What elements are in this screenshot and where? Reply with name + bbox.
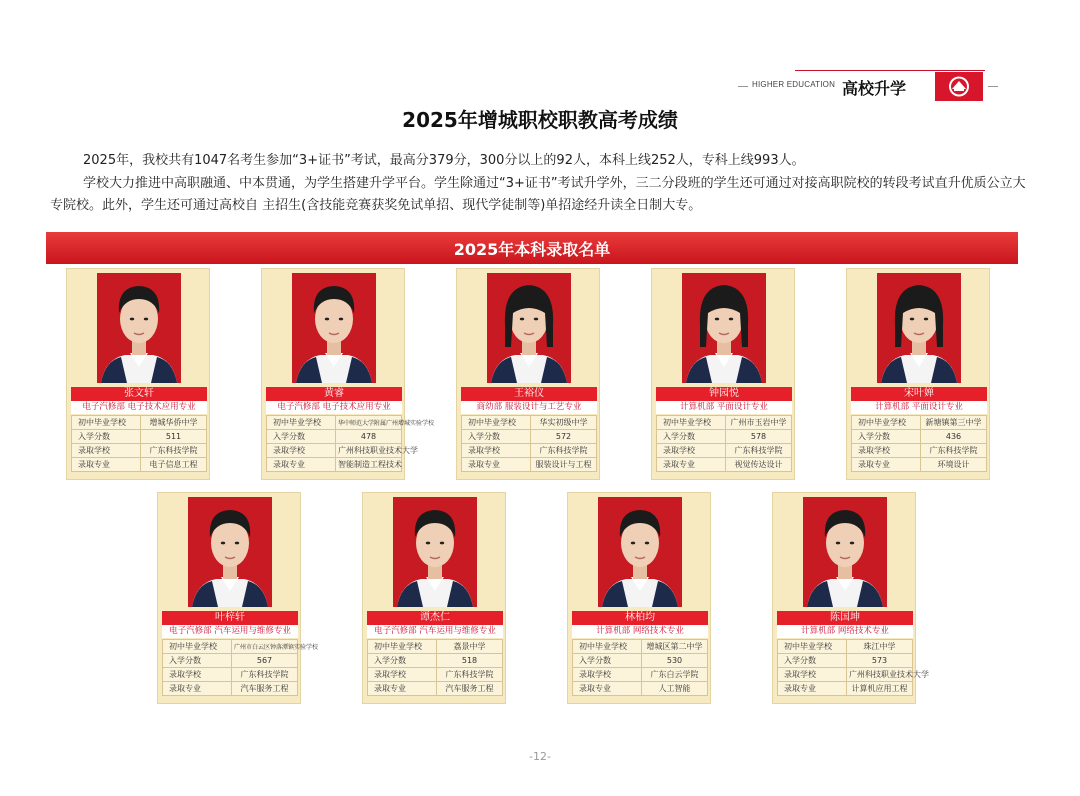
info-row-college	[657, 444, 792, 458]
student-info-table	[461, 415, 597, 472]
info-label-college: 录取学校	[368, 668, 437, 682]
info-label-college: 录取学校	[72, 444, 141, 458]
info-row-major	[778, 682, 913, 696]
info-value-score: 436	[921, 430, 987, 444]
student-info-table	[572, 639, 708, 696]
info-label-college: 录取学校	[573, 668, 642, 682]
info-value-college: 广东科技学院	[141, 444, 207, 458]
info-value-score: 573	[847, 654, 913, 668]
student-department: 计算机部 平面设计专业	[851, 401, 987, 414]
info-row-major	[267, 458, 402, 472]
info-label-major: 录取专业	[573, 682, 642, 696]
info-row-college	[573, 668, 708, 682]
info-row-major	[368, 682, 503, 696]
info-value-school: 广州市白云区钟落潭镇实验学校	[232, 640, 298, 654]
student-photo	[803, 497, 887, 607]
info-row-school	[368, 640, 503, 654]
info-value-college: 广东科技学院	[437, 668, 503, 682]
student-photo	[292, 273, 376, 383]
info-row-score	[368, 654, 503, 668]
info-row-school	[573, 640, 708, 654]
student-department: 电子汽修部 汽车运用与维修专业	[367, 625, 503, 638]
student-info-table	[656, 415, 792, 472]
info-row-school	[852, 416, 987, 430]
info-label-major: 录取专业	[657, 458, 726, 472]
info-value-college: 广东科技学院	[726, 444, 792, 458]
info-label-score: 入学分数	[573, 654, 642, 668]
student-card	[651, 268, 795, 480]
info-value-school: 珠江中学	[847, 640, 913, 654]
info-label-school: 初中毕业学校	[778, 640, 847, 654]
student-department: 电子汽修部 电子技术应用专业	[266, 401, 402, 414]
info-row-college	[368, 668, 503, 682]
info-row-major	[163, 682, 298, 696]
info-label-school: 初中毕业学校	[368, 640, 437, 654]
student-department: 计算机部 网络技术专业	[777, 625, 913, 638]
info-label-major: 录取专业	[267, 458, 336, 472]
info-row-school	[72, 416, 207, 430]
student-name: 钟园悦	[656, 387, 792, 401]
student-photo	[598, 497, 682, 607]
info-label-school: 初中毕业学校	[163, 640, 232, 654]
info-label-school: 初中毕业学校	[573, 640, 642, 654]
info-value-college: 广东科技学院	[232, 668, 298, 682]
info-row-major	[72, 458, 207, 472]
student-department: 计算机部 平面设计专业	[656, 401, 792, 414]
student-name: 陈国坤	[777, 611, 913, 625]
student-department: 计算机部 网络技术专业	[572, 625, 708, 638]
info-label-score: 入学分数	[72, 430, 141, 444]
info-value-score: 518	[437, 654, 503, 668]
info-row-college	[72, 444, 207, 458]
student-name: 黄睿	[266, 387, 402, 401]
student-department: 商幼部 服装设计与工艺专业	[461, 401, 597, 414]
header-rule-right	[988, 86, 998, 87]
student-department: 电子汽修部 电子技术应用专业	[71, 401, 207, 414]
info-label-school: 初中毕业学校	[852, 416, 921, 430]
info-row-score	[778, 654, 913, 668]
info-row-score	[462, 430, 597, 444]
info-value-school: 华实初级中学	[531, 416, 597, 430]
info-row-school	[657, 416, 792, 430]
info-value-score: 578	[726, 430, 792, 444]
info-value-score: 530	[642, 654, 708, 668]
student-department: 电子汽修部 汽车运用与维修专业	[162, 625, 298, 638]
school-emblem-icon	[935, 72, 983, 101]
student-photo	[393, 497, 477, 607]
student-name: 谭杰仁	[367, 611, 503, 625]
info-label-college: 录取学校	[852, 444, 921, 458]
student-card	[157, 492, 319, 704]
info-row-college	[778, 668, 913, 682]
student-photo	[97, 273, 181, 383]
student-name: 张文轩	[71, 387, 207, 401]
info-row-school	[267, 416, 402, 430]
student-name: 叶梓轩	[162, 611, 298, 625]
page-title: 2025年增城职校职教高考成绩	[402, 108, 678, 132]
info-value-major: 智能制造工程技术	[336, 458, 402, 472]
info-row-college	[163, 668, 298, 682]
info-value-score: 567	[232, 654, 298, 668]
info-value-score: 511	[141, 430, 207, 444]
info-value-school: 广州市玉岩中学	[726, 416, 792, 430]
info-label-school: 初中毕业学校	[72, 416, 141, 430]
info-label-major: 录取专业	[72, 458, 141, 472]
student-info-table	[162, 639, 319, 696]
info-value-major: 汽车服务工程	[437, 682, 503, 696]
info-row-major	[462, 458, 597, 472]
info-label-score: 入学分数	[778, 654, 847, 668]
info-label-score: 入学分数	[163, 654, 232, 668]
info-row-school	[462, 416, 597, 430]
student-info-table	[851, 415, 987, 472]
intro-paragraph-2: 学校大力推进中高职融通、中本贯通，为学生搭建升学平台。学生除通过“3+证书”考试升学外，三二分段班的学生还可通过对接高职院校的转段考试直升优质公立大专院校。此外，学生还可通过高校自 主招生(含技能竞赛获奖免试单招、现代学徒制等)单招途经升读全日制大专。	[50, 176, 1026, 213]
info-label-college: 录取学校	[267, 444, 336, 458]
info-value-college: 广州科技职业技术大学	[847, 668, 913, 682]
student-name: 王裕仪	[461, 387, 597, 401]
info-label-college: 录取学校	[657, 444, 726, 458]
header-rule-left	[738, 86, 748, 87]
student-card	[362, 492, 506, 704]
info-row-school	[163, 640, 298, 654]
info-value-major: 人工智能	[642, 682, 708, 696]
student-info-table	[777, 639, 929, 696]
info-value-school: 荔景中学	[437, 640, 503, 654]
student-card	[567, 492, 711, 704]
info-label-school: 初中毕业学校	[267, 416, 336, 430]
info-value-major: 环境设计	[921, 458, 987, 472]
info-value-major: 电子信息工程	[141, 458, 207, 472]
info-value-college: 广东白云学院	[642, 668, 708, 682]
info-row-college	[267, 444, 402, 458]
info-label-college: 录取学校	[163, 668, 232, 682]
student-card	[261, 268, 435, 480]
info-label-major: 录取专业	[163, 682, 232, 696]
student-card	[66, 268, 210, 480]
info-row-score	[72, 430, 207, 444]
student-info-table	[266, 415, 435, 472]
info-row-college	[852, 444, 987, 458]
student-name: 林柏均	[572, 611, 708, 625]
student-info-table	[367, 639, 503, 696]
info-label-major: 录取专业	[852, 458, 921, 472]
info-value-score: 478	[336, 430, 402, 444]
info-label-score: 入学分数	[462, 430, 531, 444]
header-section-title: 高校升学	[842, 79, 907, 98]
info-row-major	[657, 458, 792, 472]
info-row-score	[163, 654, 298, 668]
info-value-major: 视觉传达设计	[726, 458, 792, 472]
info-value-college: 广州科技职业技术大学	[336, 444, 402, 458]
info-value-school: 新塘镇第三中学	[921, 416, 987, 430]
info-row-score	[267, 430, 402, 444]
info-row-college	[462, 444, 597, 458]
info-label-school: 初中毕业学校	[657, 416, 726, 430]
info-row-score	[573, 654, 708, 668]
student-card	[456, 268, 600, 480]
info-label-major: 录取专业	[778, 682, 847, 696]
banner-title: 2025年本科录取名单	[453, 240, 611, 259]
info-row-major	[852, 458, 987, 472]
student-info-table	[71, 415, 207, 472]
student-card	[772, 492, 929, 704]
info-row-score	[852, 430, 987, 444]
info-label-major: 录取专业	[368, 682, 437, 696]
admission-list-banner	[46, 232, 1018, 264]
student-name: 宋叶婵	[851, 387, 987, 401]
info-value-college: 广东科技学院	[531, 444, 597, 458]
info-row-major	[573, 682, 708, 696]
info-label-major: 录取专业	[462, 458, 531, 472]
info-label-college: 录取学校	[462, 444, 531, 458]
info-row-school	[778, 640, 913, 654]
info-value-major: 汽车服务工程	[232, 682, 298, 696]
student-photo	[188, 497, 272, 607]
page-number: -12-	[529, 750, 551, 763]
info-value-school: 华中师范大学附属广州增城实验学校	[336, 416, 402, 430]
intro-paragraph-1: 2025年，我校共有1047名考生参加“3+证书”考试，最高分379分，300分以上的92人，本科上线252人，专科上线993人。	[83, 153, 805, 168]
info-value-school: 增城区第二中学	[642, 640, 708, 654]
info-label-score: 入学分数	[852, 430, 921, 444]
info-label-college: 录取学校	[778, 668, 847, 682]
info-row-score	[657, 430, 792, 444]
info-value-major: 服装设计与工程	[531, 458, 597, 472]
student-card	[846, 268, 990, 480]
info-value-school: 增城华侨中学	[141, 416, 207, 430]
student-photo	[877, 273, 961, 383]
info-value-major: 计算机应用工程	[847, 682, 913, 696]
student-photo	[487, 273, 571, 383]
info-label-score: 入学分数	[657, 430, 726, 444]
info-value-college: 广东科技学院	[921, 444, 987, 458]
student-photo	[682, 273, 766, 383]
header-english-label: HIGHER EDUCATION	[752, 80, 836, 89]
info-label-school: 初中毕业学校	[462, 416, 531, 430]
info-value-score: 572	[531, 430, 597, 444]
info-label-score: 入学分数	[368, 654, 437, 668]
info-label-score: 入学分数	[267, 430, 336, 444]
